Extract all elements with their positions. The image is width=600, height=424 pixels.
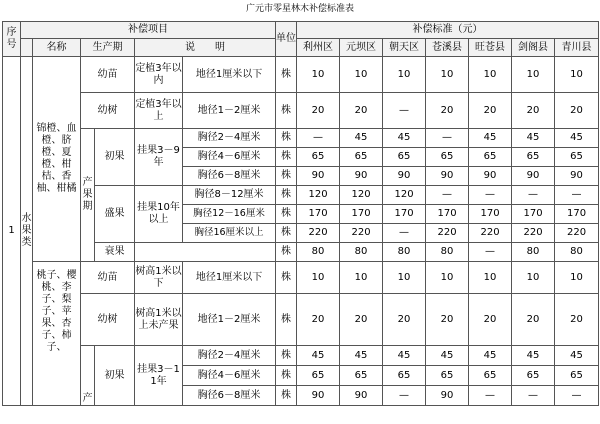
value-cell: 45 — [512, 129, 555, 148]
unit-cell: 株 — [276, 148, 297, 167]
value-cell: 20 — [512, 294, 555, 346]
value-cell: 10 — [297, 57, 340, 93]
header-district: 元坝区 — [340, 39, 383, 57]
value-cell: 10 — [512, 262, 555, 294]
value-cell: 20 — [426, 93, 469, 129]
period-cell: 幼树 — [81, 294, 135, 346]
value-cell: 10 — [426, 57, 469, 93]
value-cell: 20 — [340, 93, 383, 129]
value-cell: 65 — [297, 148, 340, 167]
value-cell: 170 — [555, 205, 599, 224]
value-cell: 80 — [512, 243, 555, 262]
value-cell: 65 — [383, 148, 426, 167]
value-cell: 65 — [426, 148, 469, 167]
value-cell: 10 — [555, 262, 599, 294]
value-cell: 170 — [383, 205, 426, 224]
value-cell: 170 — [469, 205, 512, 224]
value-cell: — — [469, 243, 512, 262]
value-cell: 20 — [555, 294, 599, 346]
header-item: 补偿项目 — [21, 22, 276, 39]
value-cell: 10 — [555, 57, 599, 93]
desc2-cell: 胸径4－6厘米 — [183, 148, 276, 167]
value-cell: 45 — [340, 346, 383, 366]
page-title: 广元市零星林木补偿标准表 — [245, 4, 354, 14]
unit-cell: 株 — [276, 366, 297, 386]
value-cell: 90 — [512, 167, 555, 186]
period-cell: 幼树 — [81, 93, 135, 129]
value-cell: 80 — [426, 243, 469, 262]
header-period: 生产期 — [81, 39, 135, 57]
unit-cell: 株 — [276, 346, 297, 366]
value-cell: 45 — [555, 346, 599, 366]
period-cell: 盛果 — [95, 186, 135, 243]
value-cell: 10 — [383, 262, 426, 294]
value-cell: 20 — [555, 93, 599, 129]
value-cell: 45 — [555, 129, 599, 148]
value-cell: 45 — [297, 346, 340, 366]
value-cell: 80 — [555, 243, 599, 262]
value-cell: 120 — [297, 186, 340, 205]
value-cell: 45 — [340, 129, 383, 148]
value-cell: 45 — [469, 346, 512, 366]
period-cell: 初果 — [95, 346, 135, 406]
value-cell: 90 — [340, 386, 383, 406]
value-cell: — — [297, 129, 340, 148]
value-cell: 80 — [340, 243, 383, 262]
unit-cell: 株 — [276, 224, 297, 243]
period-cell: 幼苗 — [81, 57, 135, 93]
value-cell: 45 — [426, 346, 469, 366]
value-cell: 220 — [426, 224, 469, 243]
desc2-cell: 地径1厘米以下 — [183, 57, 276, 93]
period-cell: 衰果 — [95, 243, 135, 262]
unit-cell: 株 — [276, 294, 297, 346]
value-cell: 10 — [426, 262, 469, 294]
desc2-cell: 地径1厘米以下 — [183, 262, 276, 294]
value-cell: 120 — [383, 186, 426, 205]
unit-cell: 株 — [276, 57, 297, 93]
value-cell: 90 — [340, 167, 383, 186]
desc2-cell: 胸径16厘米以上 — [183, 224, 276, 243]
value-cell: 90 — [469, 167, 512, 186]
fruit-names-2: 桃子、樱桃、李子、梨子、苹果、杏子、柿子、 — [33, 262, 81, 406]
header-district: 青川县 — [555, 39, 599, 57]
value-cell: 80 — [297, 243, 340, 262]
value-cell: 65 — [426, 366, 469, 386]
header-district: 旺苍县 — [469, 39, 512, 57]
unit-cell: 株 — [276, 386, 297, 406]
desc2-cell: 胸径12－16厘米 — [183, 205, 276, 224]
value-cell: — — [469, 186, 512, 205]
value-cell: 45 — [383, 346, 426, 366]
value-cell: 90 — [426, 167, 469, 186]
value-cell: — — [469, 386, 512, 406]
value-cell: 10 — [340, 57, 383, 93]
value-cell: 10 — [383, 57, 426, 93]
value-cell: 65 — [469, 366, 512, 386]
value-cell: 90 — [555, 167, 599, 186]
value-cell: — — [555, 186, 599, 205]
unit-cell: 株 — [276, 129, 297, 148]
value-cell: 90 — [426, 386, 469, 406]
value-cell: 120 — [340, 186, 383, 205]
value-cell: 10 — [297, 262, 340, 294]
value-cell: — — [512, 386, 555, 406]
header-district: 剑阁县 — [512, 39, 555, 57]
value-cell: 20 — [340, 294, 383, 346]
desc2-cell: 胸径6－8厘米 — [183, 167, 276, 186]
desc2-cell: 胸径8－12厘米 — [183, 186, 276, 205]
desc1-cell: 定植3年以内 — [135, 57, 183, 93]
seq-number: 1 — [3, 57, 21, 406]
desc2-cell: 地径1－2厘米 — [183, 93, 276, 129]
desc1-cell: 挂果3－9年 — [135, 129, 183, 186]
header-district: 朝天区 — [383, 39, 426, 57]
value-cell: 45 — [512, 346, 555, 366]
header-name: 名称 — [33, 39, 81, 57]
value-cell: 20 — [512, 93, 555, 129]
unit-cell: 株 — [276, 93, 297, 129]
unit-cell: 株 — [276, 167, 297, 186]
value-cell: — — [383, 93, 426, 129]
value-cell: — — [383, 386, 426, 406]
compensation-table — [2, 21, 599, 406]
unit-cell: 株 — [276, 243, 297, 262]
period-cell: 幼苗 — [81, 262, 135, 294]
value-cell: — — [426, 129, 469, 148]
header-district: 利州区 — [297, 39, 340, 57]
value-cell: 10 — [340, 262, 383, 294]
unit-cell: 株 — [276, 205, 297, 224]
value-cell: 20 — [469, 93, 512, 129]
value-cell: 20 — [469, 294, 512, 346]
value-cell: 220 — [512, 224, 555, 243]
value-cell: 170 — [426, 205, 469, 224]
fruit-names-1: 锦橙、血橙、脐橙、夏橙、柑桔、香柚、柑橘 — [33, 57, 81, 262]
desc1-cell: 挂果10年以上 — [135, 186, 183, 243]
value-cell: 90 — [297, 167, 340, 186]
unit-cell: 株 — [276, 186, 297, 205]
value-cell: 65 — [555, 148, 599, 167]
header-desc: 说 明 — [135, 39, 276, 57]
value-cell: 20 — [426, 294, 469, 346]
value-cell: 10 — [469, 57, 512, 93]
value-cell: 20 — [297, 93, 340, 129]
value-cell: 65 — [340, 366, 383, 386]
value-cell: 65 — [340, 148, 383, 167]
desc2-cell: 胸径2－4厘米 — [183, 129, 276, 148]
production-period-label: 产果期 — [81, 129, 95, 262]
value-cell: 20 — [297, 294, 340, 346]
value-cell: 220 — [555, 224, 599, 243]
desc2-cell: 胸径4－6厘米 — [183, 366, 276, 386]
desc1-cell: 定植3年以上 — [135, 93, 183, 129]
value-cell: 65 — [555, 366, 599, 386]
desc2-cell: 地径1－2厘米 — [183, 294, 276, 346]
value-cell: 20 — [383, 294, 426, 346]
value-cell: — — [426, 186, 469, 205]
value-cell: 80 — [383, 243, 426, 262]
value-cell: 65 — [512, 148, 555, 167]
desc1-cell: 树高1米以上未产果 — [135, 294, 183, 346]
period-cell: 初果 — [95, 129, 135, 186]
production-period-label: 产 — [81, 346, 95, 406]
value-cell: 220 — [469, 224, 512, 243]
header-district: 苍溪县 — [426, 39, 469, 57]
desc2-cell: 胸径2－4厘米 — [183, 346, 276, 366]
value-cell: — — [555, 386, 599, 406]
value-cell: 65 — [297, 366, 340, 386]
desc1-cell: 挂果3－11年 — [135, 346, 183, 406]
value-cell: 90 — [383, 167, 426, 186]
header-unit: 单位 — [276, 22, 297, 57]
header-seq: 序号 — [3, 22, 21, 57]
value-cell: 170 — [297, 205, 340, 224]
value-cell: 170 — [512, 205, 555, 224]
desc1-cell: 树高1米以下 — [135, 262, 183, 294]
category-label: 水果类 — [21, 57, 33, 406]
value-cell: 45 — [383, 129, 426, 148]
value-cell: — — [512, 186, 555, 205]
value-cell: 220 — [340, 224, 383, 243]
desc2-cell: 胸径6－8厘米 — [183, 386, 276, 406]
value-cell: 10 — [512, 57, 555, 93]
value-cell: 65 — [383, 366, 426, 386]
value-cell: 90 — [297, 386, 340, 406]
value-cell: 45 — [469, 129, 512, 148]
header-standard: 补偿标准（元） — [297, 22, 599, 39]
value-cell: 10 — [469, 262, 512, 294]
value-cell: — — [383, 224, 426, 243]
value-cell: 65 — [512, 366, 555, 386]
value-cell: 170 — [340, 205, 383, 224]
value-cell: 65 — [469, 148, 512, 167]
unit-cell: 株 — [276, 262, 297, 294]
value-cell: 220 — [297, 224, 340, 243]
